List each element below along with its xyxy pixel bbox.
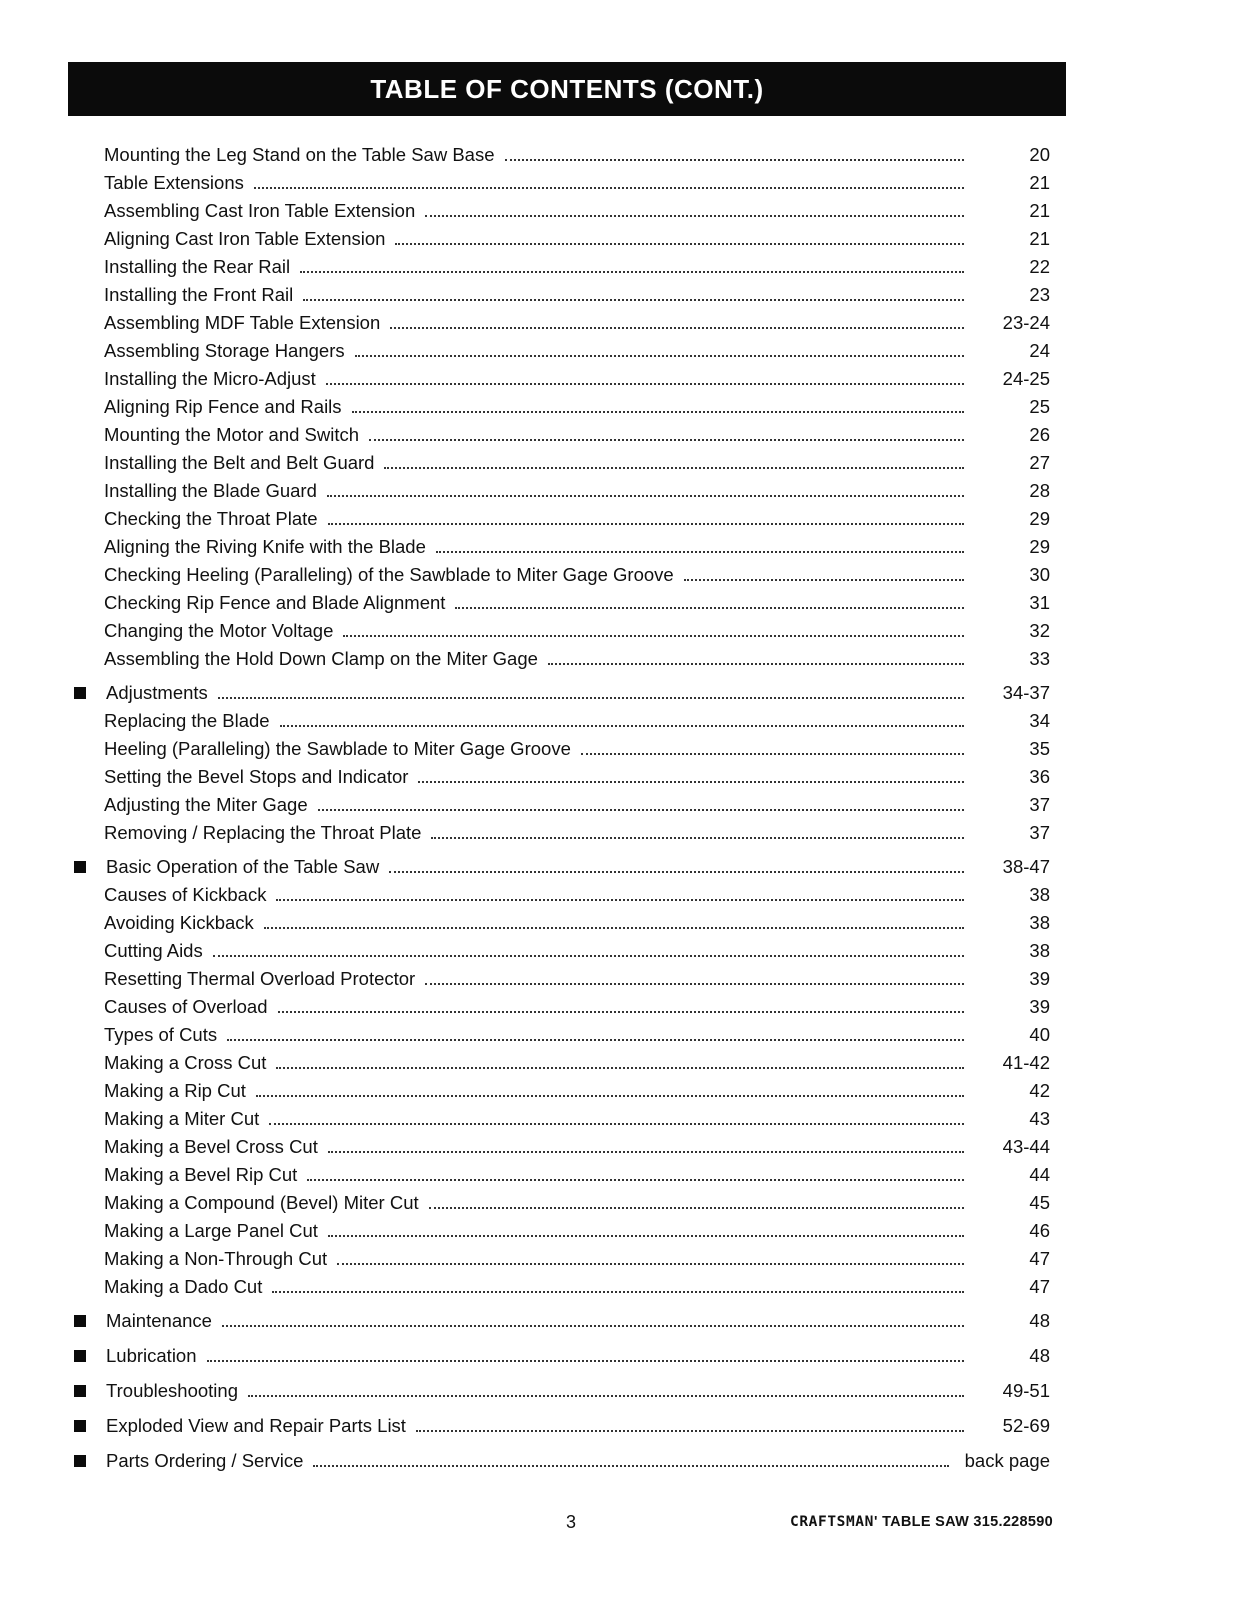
- section-bullet: [74, 1350, 86, 1362]
- toc-entry-label: Adjustments: [106, 682, 208, 703]
- toc-entry: [106, 1376, 1050, 1402]
- toc-entry-page: 21: [1029, 172, 1050, 193]
- toc-entry: [104, 336, 1050, 362]
- toc-entry: [106, 678, 1050, 704]
- toc-entry-page: 41-42: [1002, 1052, 1050, 1073]
- toc-entry: [106, 1341, 1050, 1367]
- toc-entry-label: Installing the Front Rail: [104, 284, 294, 305]
- dot-leader: [425, 215, 964, 217]
- dot-leader: [352, 411, 964, 413]
- toc-entry-label: Assembling Storage Hangers: [104, 340, 345, 361]
- toc-entry-page: 46: [1029, 1220, 1050, 1241]
- dot-leader: [328, 1151, 964, 1153]
- toc-entry-label: Adjusting the Miter Gage: [104, 794, 308, 815]
- toc-entry-page: 34-37: [1002, 682, 1050, 703]
- toc-entry-page: 48: [1029, 1345, 1050, 1366]
- toc-entry: [104, 992, 1050, 1018]
- toc-entry: [104, 1188, 1050, 1214]
- toc-entry: [104, 616, 1050, 642]
- toc-entry-label: Checking the Throat Plate: [104, 508, 318, 529]
- dot-leader: [326, 383, 964, 385]
- toc-entry-label: Mounting the Leg Stand on the Table Saw Base: [104, 144, 495, 165]
- toc-entry-page: back page: [964, 1450, 1050, 1471]
- toc-entry: [104, 196, 1050, 222]
- toc-entry: [104, 252, 1050, 278]
- toc-entry-label: Assembling MDF Table Extension: [104, 312, 381, 333]
- dot-leader: [222, 1325, 964, 1327]
- toc-entry: [104, 560, 1050, 586]
- toc-entry-page: 40: [1029, 1024, 1050, 1045]
- toc-entry-label: Making a Bevel Rip Cut: [104, 1164, 298, 1185]
- dot-leader: [318, 809, 964, 811]
- toc-entry-label: Making a Rip Cut: [104, 1080, 246, 1101]
- dot-leader: [416, 1430, 964, 1432]
- toc-entry-page: 24-25: [1002, 368, 1050, 389]
- dot-leader: [431, 837, 964, 839]
- toc-entry-page: 23: [1029, 284, 1050, 305]
- toc-entry-label: Troubleshooting: [106, 1380, 238, 1401]
- dot-leader: [248, 1395, 964, 1397]
- dot-leader: [278, 1011, 964, 1013]
- toc-entry-page: 23-24: [1002, 312, 1050, 333]
- dot-leader: [455, 607, 964, 609]
- toc-entry: [104, 224, 1050, 250]
- toc-entry: [104, 448, 1050, 474]
- dot-leader: [343, 635, 964, 637]
- toc-entry: [106, 1306, 1050, 1332]
- toc-entry: [104, 1160, 1050, 1186]
- toc-entry-label: Lubrication: [106, 1345, 197, 1366]
- toc-entry: [104, 818, 1050, 844]
- dot-leader: [581, 753, 964, 755]
- toc-entry-label: Causes of Overload: [104, 996, 268, 1017]
- toc-entry-page: 39: [1029, 996, 1050, 1017]
- dot-leader: [425, 983, 964, 985]
- dot-leader: [390, 327, 964, 329]
- dot-leader: [280, 725, 964, 727]
- toc-entry-label: Installing the Belt and Belt Guard: [104, 452, 375, 473]
- dot-leader: [276, 1067, 964, 1069]
- toc-entry-label: Making a Bevel Cross Cut: [104, 1136, 318, 1157]
- section-bullet: [74, 861, 86, 873]
- toc-entry-label: Aligning Cast Iron Table Extension: [104, 228, 386, 249]
- toc-entry-label: Mounting the Motor and Switch: [104, 424, 360, 445]
- toc-entry-page: 25: [1029, 396, 1050, 417]
- dot-leader: [276, 899, 964, 901]
- toc-entry: [104, 1132, 1050, 1158]
- toc-entry-label: Causes of Kickback: [104, 884, 267, 905]
- dot-leader: [269, 1123, 964, 1125]
- registered-mark: ': [873, 1514, 878, 1530]
- toc-entry-label: Types of Cuts: [104, 1024, 218, 1045]
- footer-brand-line: [790, 1514, 1053, 1530]
- toc-entry-page: 42: [1029, 1080, 1050, 1101]
- toc-entry: [104, 1104, 1050, 1130]
- dot-leader: [213, 955, 964, 957]
- toc-entry: [104, 140, 1050, 166]
- toc-entry-page: 38: [1029, 940, 1050, 961]
- toc-entry-page: 21: [1029, 228, 1050, 249]
- toc-entry: [104, 476, 1050, 502]
- toc-entry-label: Making a Cross Cut: [104, 1052, 267, 1073]
- toc-entry-label: Parts Ordering / Service: [106, 1450, 304, 1471]
- toc-entry-label: Making a Non-Through Cut: [104, 1248, 328, 1269]
- dot-leader: [328, 523, 964, 525]
- page-number: 3: [566, 1512, 577, 1532]
- toc-entry: [104, 280, 1050, 306]
- toc-entry: [106, 1411, 1050, 1437]
- toc-entry: [104, 1272, 1050, 1298]
- toc-entry: [104, 644, 1050, 670]
- toc-entry-label: Aligning the Riving Knife with the Blade: [104, 536, 426, 557]
- toc-entry-label: Removing / Replacing the Throat Plate: [104, 822, 422, 843]
- dot-leader: [300, 271, 964, 273]
- toc-entry: [104, 908, 1050, 934]
- toc-entry-page: 38: [1029, 884, 1050, 905]
- toc-entry-label: Assembling the Hold Down Clamp on the Miter Gage: [104, 648, 538, 669]
- toc-entry-label: Installing the Blade Guard: [104, 480, 317, 501]
- dot-leader: [369, 439, 964, 441]
- toc-entry: [106, 1446, 1050, 1472]
- toc-entry-page: 22: [1029, 256, 1050, 277]
- section-bullet: [74, 1455, 86, 1467]
- section-bullet: [74, 1385, 86, 1397]
- toc-entry: [104, 1244, 1050, 1270]
- toc-entry-page: 21: [1029, 200, 1050, 221]
- toc-entry: [104, 880, 1050, 906]
- toc-entry: [104, 308, 1050, 334]
- toc-entry-page: 38-47: [1002, 856, 1050, 877]
- toc-entry-page: 52-69: [1002, 1415, 1050, 1436]
- toc-entry-label: Exploded View and Repair Parts List: [106, 1415, 406, 1436]
- toc-entry-label: Checking Heeling (Paralleling) of the Sawblade to Miter Gage Groove: [104, 564, 674, 585]
- toc-entry: [104, 762, 1050, 788]
- toc-entry-page: 29: [1029, 508, 1050, 529]
- dot-leader: [328, 1235, 964, 1237]
- toc-entry: [104, 364, 1050, 390]
- dot-leader: [355, 355, 964, 357]
- dot-leader: [227, 1039, 964, 1041]
- toc-entry-label: Making a Miter Cut: [104, 1108, 260, 1129]
- toc-entry-label: Aligning Rip Fence and Rails: [104, 396, 342, 417]
- toc-entry: [106, 852, 1050, 878]
- dot-leader: [307, 1179, 964, 1181]
- toc-entry-label: Cutting Aids: [104, 940, 203, 961]
- toc-entry-page: 48: [1029, 1310, 1050, 1331]
- toc-entry-label: Making a Dado Cut: [104, 1276, 263, 1297]
- toc-entry-label: Basic Operation of the Table Saw: [106, 856, 380, 877]
- dot-leader: [395, 243, 964, 245]
- toc-entry-page: 20: [1029, 144, 1050, 165]
- toc-entry-page: 43: [1029, 1108, 1050, 1129]
- dot-leader: [505, 159, 965, 161]
- toc-entry-page: 37: [1029, 794, 1050, 815]
- toc-entry-page: 37: [1029, 822, 1050, 843]
- toc-entry-label: Installing the Micro-Adjust: [104, 368, 316, 389]
- toc-entry: [104, 734, 1050, 760]
- toc-entry-page: 26: [1029, 424, 1050, 445]
- dot-leader: [684, 579, 964, 581]
- toc-entry: [104, 504, 1050, 530]
- toc-entry-label: Checking Rip Fence and Blade Alignment: [104, 592, 446, 613]
- toc-entry-page: 39: [1029, 968, 1050, 989]
- toc-entry-label: Making a Large Panel Cut: [104, 1220, 318, 1241]
- toc-entry-label: Heeling (Paralleling) the Sawblade to Miter Gage Groove: [104, 738, 571, 759]
- toc-entry-page: 35: [1029, 738, 1050, 759]
- toc-entry-label: Avoiding Kickback: [104, 912, 254, 933]
- dot-leader: [384, 467, 964, 469]
- toc-entry-label: Maintenance: [106, 1310, 212, 1331]
- toc-entry-page: 32: [1029, 620, 1050, 641]
- toc-entry-page: 49-51: [1002, 1380, 1050, 1401]
- toc-entry-page: 29: [1029, 536, 1050, 557]
- toc-entry: [104, 1076, 1050, 1102]
- toc-entry-label: Making a Compound (Bevel) Miter Cut: [104, 1192, 419, 1213]
- dot-leader: [327, 495, 964, 497]
- dot-leader: [218, 697, 964, 699]
- toc-entry-page: 27: [1029, 452, 1050, 473]
- toc-entry-label: Table Extensions: [104, 172, 244, 193]
- dot-leader: [429, 1207, 964, 1209]
- toc-entry-page: 38: [1029, 912, 1050, 933]
- toc-entry-page: 44: [1029, 1164, 1050, 1185]
- toc-entry: [104, 168, 1050, 194]
- toc-entry: [104, 392, 1050, 418]
- dot-leader: [313, 1465, 948, 1467]
- dot-leader: [254, 187, 964, 189]
- dot-leader: [418, 781, 964, 783]
- toc-entry-label: Installing the Rear Rail: [104, 256, 291, 277]
- toc-entry-page: 47: [1029, 1248, 1050, 1269]
- toc-entry: [104, 936, 1050, 962]
- toc-entry: [104, 420, 1050, 446]
- toc-entry-page: 24: [1029, 340, 1050, 361]
- dot-leader: [389, 871, 964, 873]
- dot-leader: [272, 1291, 964, 1293]
- section-bullet: [74, 1420, 86, 1432]
- model-label: TABLE SAW 315.228590: [882, 1514, 1054, 1530]
- brand-name: CRAFTSMAN: [790, 1514, 874, 1530]
- dot-leader: [207, 1360, 964, 1362]
- toc-entry-page: 43-44: [1002, 1136, 1050, 1157]
- page-title: TABLE OF CONTENTS (CONT.): [370, 73, 764, 104]
- dot-leader: [436, 551, 964, 553]
- dot-leader: [256, 1095, 964, 1097]
- toc-entry-label: Replacing the Blade: [104, 710, 270, 731]
- toc-entry-page: 36: [1029, 766, 1050, 787]
- toc-entry: [104, 1020, 1050, 1046]
- toc-entry-label: Setting the Bevel Stops and Indicator: [104, 766, 409, 787]
- section-bullet: [74, 687, 86, 699]
- dot-leader: [303, 299, 964, 301]
- toc-entry: [104, 706, 1050, 732]
- toc-entry: [104, 964, 1050, 990]
- toc-entry-label: Resetting Thermal Overload Protector: [104, 968, 416, 989]
- toc-entry-page: 30: [1029, 564, 1050, 585]
- section-bullet: [74, 1315, 86, 1327]
- toc-entry-page: 31: [1029, 592, 1050, 613]
- toc-entry-label: Assembling Cast Iron Table Extension: [104, 200, 416, 221]
- toc-entry: [104, 1216, 1050, 1242]
- toc-entry: [104, 790, 1050, 816]
- toc-entry-page: 47: [1029, 1276, 1050, 1297]
- dot-leader: [548, 663, 964, 665]
- toc-entry: [104, 1048, 1050, 1074]
- toc-entry-page: 28: [1029, 480, 1050, 501]
- toc-entry-page: 33: [1029, 648, 1050, 669]
- toc-entry: [104, 588, 1050, 614]
- dot-leader: [337, 1263, 964, 1265]
- dot-leader: [264, 927, 964, 929]
- toc-entry-page: 45: [1029, 1192, 1050, 1213]
- toc-entry: [104, 532, 1050, 558]
- toc-entry-page: 34: [1029, 710, 1050, 731]
- toc-entry-label: Changing the Motor Voltage: [104, 620, 334, 641]
